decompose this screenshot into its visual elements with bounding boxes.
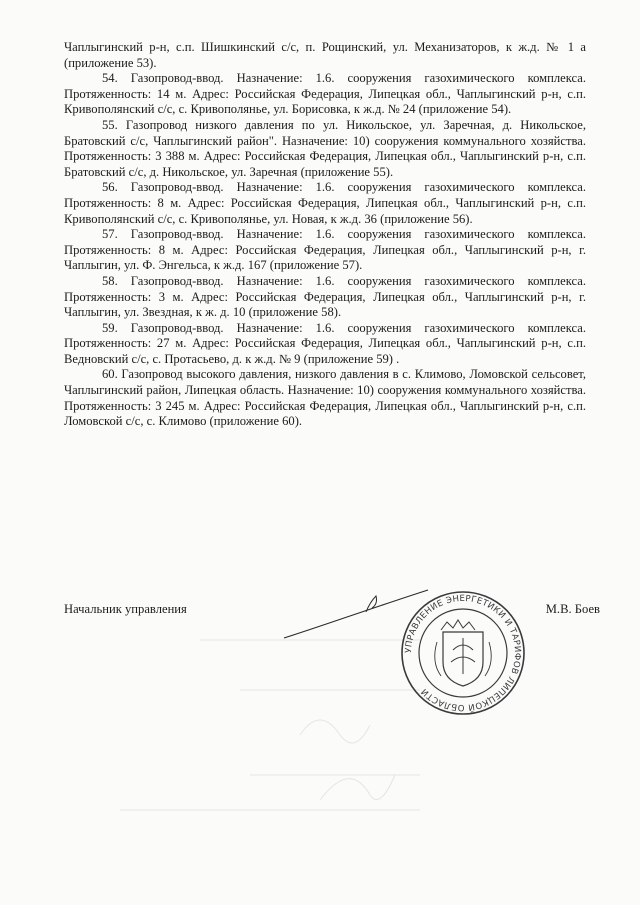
signatory-name: М.В. Боев [545,602,600,616]
paragraph-3: 56. Газопровод-ввод. Назначение: 1.6. сооружения газохимического комплекса. Протяженность: 8 м. Адрес: Российская Федерация, Липецкая обл., Чаплыгинский р-н, с.п. Кривополянский с/с, с. Кривополянье, ул. Новая, к ж.д. 36 (приложение 56). [64,180,586,226]
paragraph-2: 55. Газопровод низкого давления по ул. Никольское, ул. Заречная, д. Никольское, Братовский с/с, Чаплыгинский район". Назначение: 10) сооружения коммунального хозяйства. Протяженность: 3 388 м. Адрес: Российская Федерация, Липецкая обл., Чаплыгинский р-н, с.п. Братовский с/с, д. Никольское, ул. Заречная (приложение 55). [64,117,586,179]
paragraph-6: 59. Газопровод-ввод. Назначение: 1.6. сооружения газохимического комплекса. Протяженность: 27 м. Адрес: Российская Федерация, Липецкая обл., Чаплыгинский р-н, с.п. Ведновский с/с, с. Протасьево, д. к ж.д. № 9 (приложение 59) . [64,320,586,366]
paragraph-1: 54. Газопровод-ввод. Назначение: 1.6. сооружения газохимического комплекса. Протяженность: 14 м. Адрес: Российская Федерация, Липецкая обл., Чаплыгинский р-н, с.п. Кривополянский с/с, с. Кривополянье, ул. Борисовка, к ж.д. № 24 (приложение 54). [64,71,586,117]
paragraph-5: 58. Газопровод-ввод. Назначение: 1.6. сооружения газохимического комплекса. Протяженность: 3 м. Адрес: Российская Федерация, Липецкая обл., Чаплыгинский р-н, г. Чаплыгин, ул. Звездная, к ж. д. 10 (приложение 58). [64,273,586,320]
paragraph-4: 57. Газопровод-ввод. Назначение: 1.6. сооружения газохимического комплекса. Протяженность: 8 м. Адрес: Российская Федерация, Липецкая обл., Чаплыгинский р-н, г. Чаплыгин, ул. Ф. Энгельса, к ж.д. 167 (приложение 57). [64,227,586,273]
paragraph-0: Чаплыгинский р-н, с.п. Шишкинский с/с, п. Рощинский, ул. Механизаторов, к ж.д. № 1 а (приложение 53). [64,40,586,70]
svg-text:УПРАВЛЕНИЕ ЭНЕРГЕТИКИ И ТАРИФО: УПРАВЛЕНИЕ ЭНЕРГЕТИКИ И ТАРИФОВ ЛИПЕЦКОЙ ОБЛАСТИ [403,593,523,713]
signatory-title: Начальник управления [64,602,187,616]
paragraph-7: 60. Газопровод высокого давления, низкого давления в с. Климово, Ломовской сельсовет, Чаплыгинский район, Липецкая область. Назначение: 10) сооружения коммунального хозяйства. Протяженность: 3 245 м. Адрес: Российская Федерация, Липецкая обл., Чаплыгинский р-н, с.п. Ломовской с/с, с. Климово (приложение 60). [64,367,586,429]
document-body [64,40,586,430]
official-seal-icon [398,588,528,718]
